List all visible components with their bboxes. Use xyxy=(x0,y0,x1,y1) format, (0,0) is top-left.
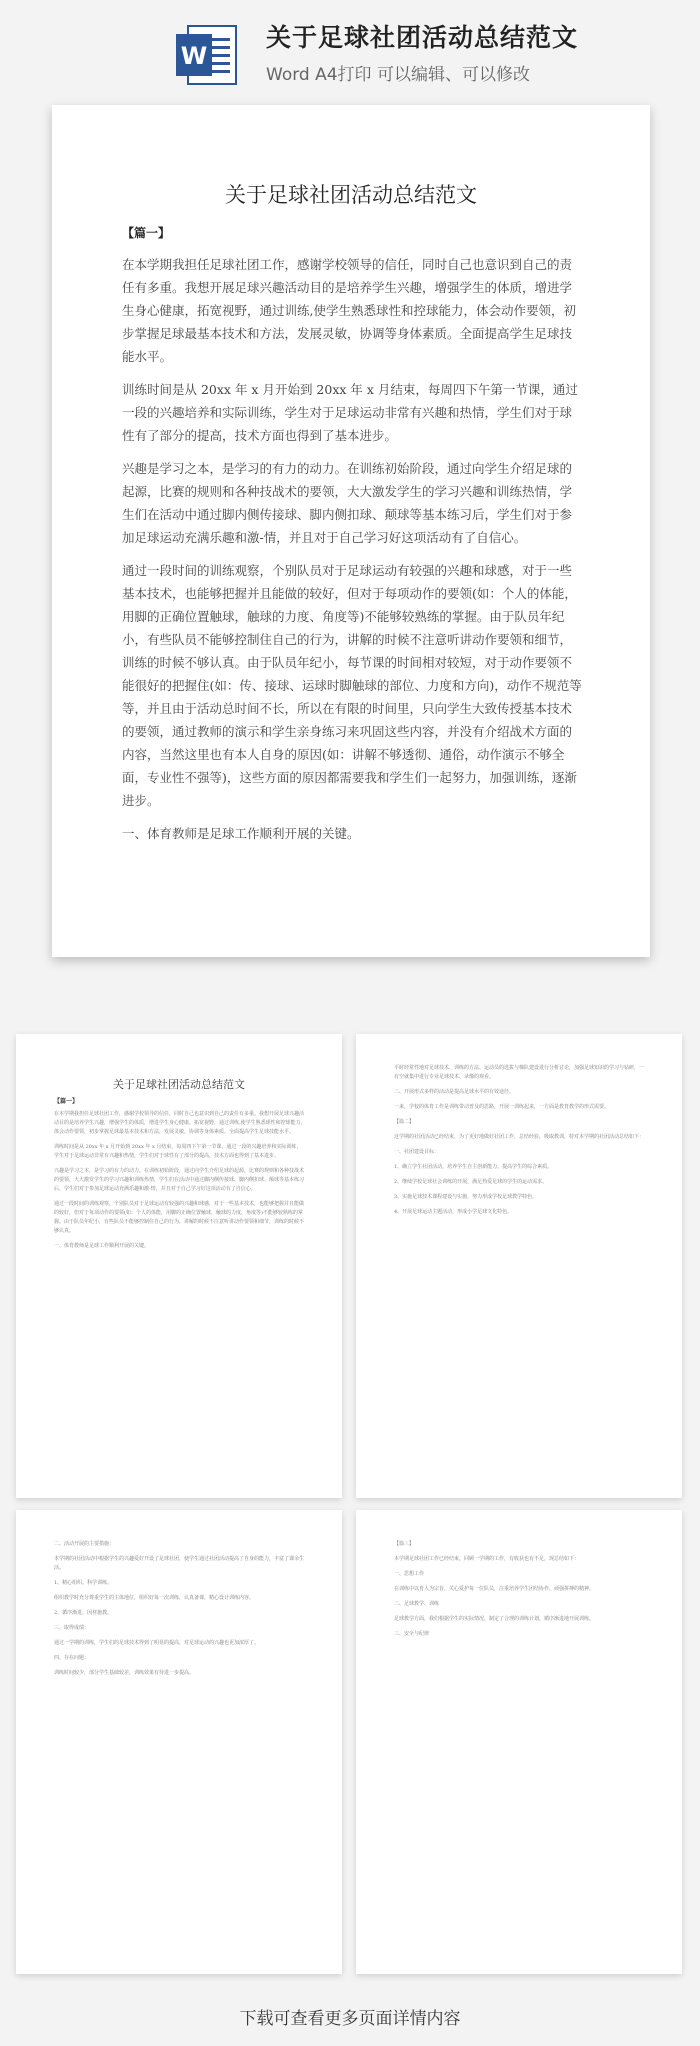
paragraph: 通过一段时间的训练观察，个别队员对于足球运动有较强的兴趣和球感，对于一些基本技术，也能够把握并且能做的较好，但对于每项动作的要领(如：个人的体能，用脚的正确位置触球，触球的力度、角度等)不能够较熟练的掌握。由于队员年纪小，有些队员不能够控制住自己的行为，讲解的时候不注意听讲动作要领和细节，训练的时候不够认真。由于队员年纪小，每节课的时间相对较短，对于动作要领不能很好的把握住(如：传、接球、运球时脚触球的部位、力度和方向)，动作不规范等等，并且由于活动总时间不长，所以在有限的时间里，只向学生大致传授基本技术的要领，通过教师的演示和学生亲身练习来巩固这些内容，并没有介绍战术方面的内容，当然这里也有本人自身的原因(如：讲解不够透彻、通俗，动作演示不够全面，专业性不强等)，这些方面的原因都需要我和学生们一起努力，加强训练，逐渐进步。 xyxy=(122,563,582,808)
thumbnail-paragraph: 四、存在问题： xyxy=(54,1655,90,1661)
thumbnail-paragraph: 训练时间较少，部分学生基础较差，训练效果有待进一步提高。 xyxy=(54,1670,195,1676)
header-subtitle: Word A4打印 可以编辑、可以修改 xyxy=(266,65,530,85)
section-label: 【篇一】 xyxy=(122,226,171,240)
document-title: 关于足球社团活动总结范文 xyxy=(225,183,477,207)
thumbnail-paragraph: 一、社团建设目标： xyxy=(394,1149,440,1155)
thumbnail-paragraph: 训练时间是从 20xx 年 x 月开始到 20xx 年 x 月结束，每周四下午第一节课，通过一段的兴趣培养和实际训练，学生对于足球运动非常有兴趣和热情，学生们对于球性有了部分的提高，技术方面也得到了基本进步。 xyxy=(54,1144,302,1159)
thumbnail-paragraph: 【篇二】 xyxy=(394,1119,415,1125)
thumbnail-paragraph: 【篇三】 xyxy=(394,1541,415,1547)
thumbnail-paragraph: 在本学期我担任足球社团工作，感谢学校领导的信任，同时自己也意识到自己的责任有多重。我想开展足球兴趣活动目的是培养学生兴趣，增强学生的体质，增进学生身心健康，拓宽视野，通过训练,使学生熟悉球性和控球能力，体会动作要领，初步掌握足球最基本技术和方法，发展灵敏，协调等身体素质。全面提高学生足球技能水平。 xyxy=(54,1111,306,1135)
thumbnail-paragraph: 一、思想工作 xyxy=(394,1571,425,1577)
paragraph: 兴趣是学习之本，是学习的有力的动力。在训练初始阶段，通过向学生介绍足球的起源，比赛的规则和各种技战术的要领，大大激发学生的学习兴趣和训练热情，学生们在活动中通过脚内侧传接球、脚内侧扣球、颠球等基本练习后，学生们对于参加足球运动充满乐趣和激-情，并且对于自己学习好这项活动有了自信心。 xyxy=(122,461,573,545)
svg-text:W: W xyxy=(180,42,208,70)
word-icon xyxy=(174,22,240,88)
thumbnail-paragraph: 2、循序渐进、因材施教。 xyxy=(54,1610,113,1616)
thumbnail-body xyxy=(394,1064,646,1223)
page-thumbnail-4[interactable] xyxy=(356,1510,682,1974)
thumbnail-paragraph: 组织教学时充分尊重学生的主体地位，组织好每一次训练，认真备课，精心设计训练内容。 xyxy=(54,1595,255,1601)
thumbnail-body xyxy=(54,1110,306,1257)
thumbnail-paragraph: 足球教学方面，我们根据学生的实际情况，制定了合理的训练计划，循序渐进地开展训练。 xyxy=(394,1616,595,1622)
thumbnail-paragraph: 3、实施足球技术课程建设与实施，努力形成学校足球教学特色。 xyxy=(394,1194,538,1200)
document-body xyxy=(122,253,584,855)
thumbnail-paragraph: 通过一段时间的训练观察，个别队员对于足球运动有较强的兴趣和球感，对于一些基本技术，也能够把握并且能做的较好，但对于每项动作的要领(如：个人的体能，用脚的正确位置触球，触球的力度、角度等)不能够较熟练的掌握。由于队员年纪小，有些队员不能够控制住自己的行为，讲解的时候不注意听讲动作要领和细节，训练的时候不够认真。 xyxy=(54,1201,305,1234)
download-more-link[interactable]: 下载可查看更多页面详情内容 xyxy=(239,2009,461,2029)
header xyxy=(0,0,700,100)
thumbnail-paragraph: 二、足球教学、训练 xyxy=(394,1601,440,1607)
thumbnail-paragraph: 2、继续学校足球社会训练的开展，满足热爱足球的学生的运动需求。 xyxy=(394,1179,548,1185)
thumbnail-paragraph: 1、精心组织、科学训练。 xyxy=(54,1580,113,1586)
thumbnail-paragraph: 二、活动开展的主要措施： xyxy=(54,1541,115,1547)
thumbnail-paragraph: 1、确立学生社团活动，培养学生自主创新能力，提高学生的综合素质。 xyxy=(394,1164,553,1170)
page-thumbnail-1[interactable] xyxy=(16,1034,342,1498)
thumbnail-paragraph: 4、开展足球运动主题活动，形成小学足球文化特色。 xyxy=(394,1209,513,1215)
thumbnail-body xyxy=(54,1540,306,1684)
thumbnail-paragraph: 本学期的社团活动中根据学生的兴趣爱好开设了足球社团，使学生通过社团活动提高了自身的能力，丰富了课余生活。 xyxy=(54,1556,305,1571)
thumbnail-paragraph: 本学期足球社团工作已经结束，回顾一学期的工作，有收获也有不足，现总结如下： xyxy=(394,1556,580,1562)
paragraph: 一、体育教师是足球工作顺利开展的关键。 xyxy=(122,826,360,841)
thumbnail-paragraph: 通过一学期的训练，学生们的足球技术得到了明显的提高，对足球运动的兴趣也更加浓厚了。 xyxy=(54,1640,260,1646)
thumbnail-body xyxy=(394,1540,646,1645)
document-preview-page xyxy=(52,105,650,957)
thumbnail-paragraph: 兴趣是学习之本，是学习的有力的动力。在训练初始阶段，通过向学生介绍足球的起源，比赛的规则和各种技战术的要领，大大激发学生的学习兴趣和训练热情，学生们在活动中通过脚内侧传接球、脚内侧扣球、颠球等基本练习后，学生们对于参加足球运动充满乐趣和激-情，并且对于自己学习好这项活动有了自信心。 xyxy=(54,1168,305,1192)
page-thumbnail-3[interactable] xyxy=(16,1510,342,1974)
paragraph: 训练时间是从 20xx 年 x 月开始到 20xx 年 x 月结束，每周四下午第一节课，通过一段的兴趣培养和实际训练，学生对于足球运动非常有兴趣和热情，学生们对于球性有了部分的提高，技术方面也得到了基本进步。 xyxy=(122,382,578,443)
thumbnail-paragraph: 二、开展形式多样的活动是提高足球水平的有效途径。 xyxy=(394,1089,515,1095)
thumbnail-paragraph: 三、安全与纪律 xyxy=(394,1631,430,1637)
thumbnail-section-label: 【篇一】 xyxy=(54,1098,79,1105)
thumbnail-paragraph: 平时经常性地对足球技术、训练的方法、运动员的选拔与梯队建设进行分析讨论，加强足球知识的学习与钻研，一有空就集中进行专业足球技术、录像的观看。 xyxy=(394,1065,645,1080)
thumbnail-paragraph: 这学期的社团活动已经结束，为了更好地做好社团工作，总结经验，吸取教训，特对本学期的社团活动总结如下： xyxy=(394,1134,645,1140)
thumbnail-paragraph: 在训练中以育人为宗旨，关心爱护每一位队员，注重培养学生团结协作、顽强拼搏的精神。 xyxy=(394,1586,595,1592)
thumbnail-paragraph: 一、体育教师是足球工作顺利开展的关键。 xyxy=(54,1243,150,1249)
paragraph: 在本学期我担任足球社团工作，感谢学校领导的信任，同时自己也意识到自己的责任有多重。我想开展足球兴趣活动目的是培养学生兴趣，增强学生的体质，增进学生身心健康，拓宽视野，通过训练,使学生熟悉球性和控球能力，体会动作要领，初步掌握足球最基本技术和方法，发展灵敏，协调等身体素质。全面提高学生足球技能水平。 xyxy=(122,257,576,364)
thumbnail-paragraph: 三、取得成绩： xyxy=(54,1625,90,1631)
thumbnail-title: 关于足球社团活动总结范文 xyxy=(113,1078,245,1091)
header-title: 关于足球社团活动总结范文 xyxy=(266,23,579,52)
page-thumbnail-2[interactable] xyxy=(356,1034,682,1498)
thumbnail-paragraph: 一来，学校的体育工作是训练带动普及的思路，开展一训练起来，一方面是教育教学的形式需要。 xyxy=(394,1104,610,1110)
